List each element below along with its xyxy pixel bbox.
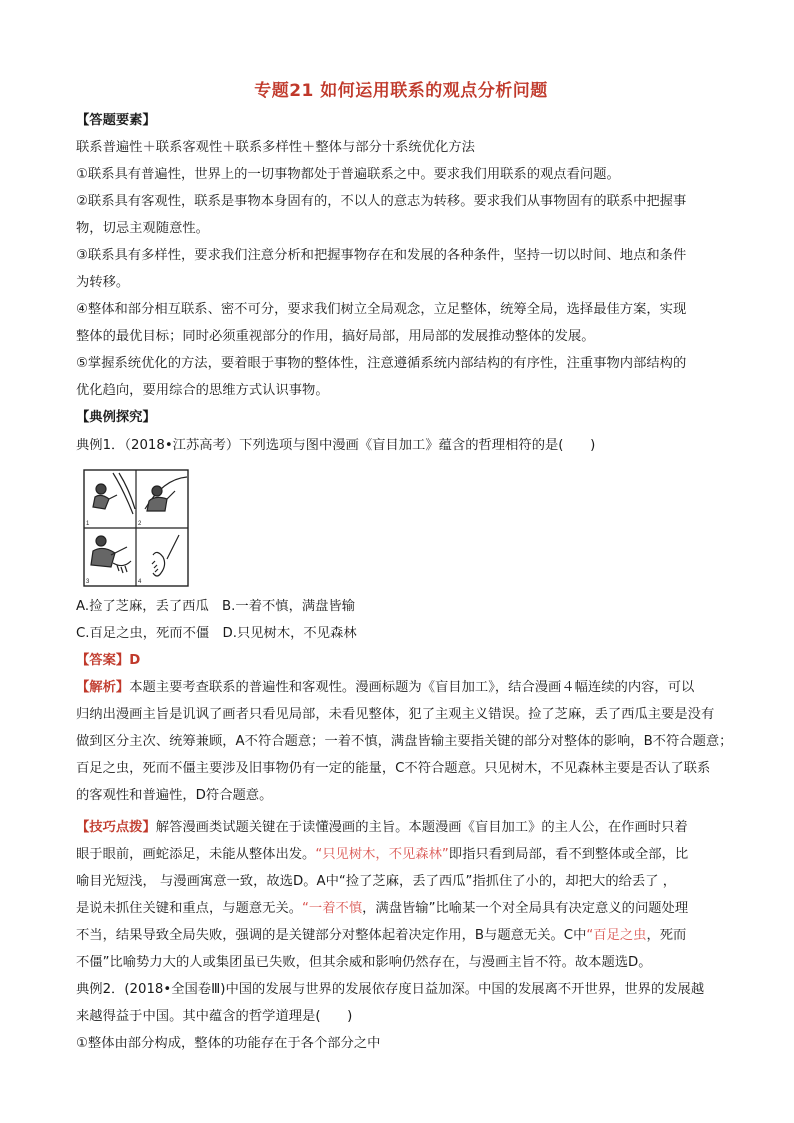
analysis-text: 本题主要考查联系的普遍性和客观性。漫画标题为《盲目加工》，结合漫画４幅连续的内容，可以 xyxy=(129,680,695,695)
tips-text: ，满盘皆输”比喻某一个对全局具有决定意义的问题处理 xyxy=(362,901,689,916)
tips-text: ，死而 xyxy=(646,928,687,943)
point-4-line-2: 整体的最优目标；同时必须重视部分的作用，搞好局部，用局部的发展推动整体的发展。 xyxy=(76,329,595,344)
point-3-line-2: 为转移。 xyxy=(76,275,130,290)
tips-line-6: 不僵”比喻势力大的人或集团虽已失败，但其余威和影响仍然存在，与漫画主旨不符。故本题选D。 xyxy=(76,955,652,970)
point-2-line-2: 物，切忌主观随意性。 xyxy=(76,221,209,236)
point-2-line-1: ②联系具有客观性，联系是事物本身固有的，不以人的意志为转移。要求我们从事物固有的联系中把握事 xyxy=(76,194,687,209)
comic-panel-number: 3 xyxy=(86,579,90,585)
point-5-line-1: ⑤掌握系统优化的方法，要着眼于事物的整体性，注意遵循系统内部结构的有序性，注重事物内部结构的 xyxy=(76,356,687,371)
analysis-line-3: 做到区分主次、统筹兼顾，A不符合题意；一着不慎，满盘皆输主要指关键的部分对整体的影响，B不符合题意； xyxy=(76,734,733,749)
options-line-2: C.百足之虫，死而不僵 D.只见树木，不见森林 xyxy=(76,626,357,641)
page-title: 专题21 如何运用联系的观点分析问题 xyxy=(254,81,548,101)
tips-text: 是说未抓住关键和重点，与题意无关。 xyxy=(76,901,303,916)
tips-quote: “只见树木，不见森林” xyxy=(315,847,449,862)
options-line-1: A.捡了芝麻，丢了西瓜 B.一着不慎，满盘皆输 xyxy=(76,599,356,614)
tips-line-2 xyxy=(76,842,726,869)
point-1: ①联系具有普遍性，世界上的一切事物都处于普遍联系之中。要求我们用联系的观点看问题。 xyxy=(76,167,620,182)
tips-line-1 xyxy=(76,815,726,842)
point-5-line-2: 优化趋向，要用综合的思维方式认识事物。 xyxy=(76,383,329,398)
example-1-question: 典例1．（2018•江苏高考）下列选项与图中漫画《盲目加工》蕴含的哲理相符的是( ) xyxy=(76,438,596,453)
tips-text: 解答漫画类试题关键在于读懂漫画的主旨。本题漫画《盲目加工》的主人公，在作画时只着 xyxy=(155,820,688,835)
tips-text: 眼于眼前，画蛇添足，未能从整体出发。 xyxy=(76,847,316,862)
tips-label: 【技巧点拨】 xyxy=(76,820,156,835)
comic-panel-number: 2 xyxy=(138,521,142,527)
comic-image xyxy=(83,469,189,587)
summary-line: 联系普遍性＋联系客观性＋联系多样性＋整体与部分十系统优化方法 xyxy=(76,140,475,155)
comic-panel-number: 1 xyxy=(86,521,90,527)
tips-line-3: 喻目光短浅， 与漫画寓意一致，故选D。A中“捡了芝麻，丢了西瓜”指抓住了小的，却把大的给丢了 ， xyxy=(76,874,677,889)
example-2-line-2: 来越得益于中国。其中蕴含的哲学道理是( ) xyxy=(76,1009,353,1024)
example-2-option-1: ①整体由部分构成，整体的功能存在于各个部分之中 xyxy=(76,1036,381,1051)
tips-text: 即指只看到局部，看不到整体或全部，比 xyxy=(448,847,689,862)
tips-quote: “百足之虫 xyxy=(586,928,647,943)
answer-line xyxy=(76,648,726,675)
analysis-line-2: 归纳出漫画主旨是讥讽了画者只看见局部，未看见整体，犯了主观主义错误。捡了芝麻，丢了西瓜主要是没有 xyxy=(76,707,715,722)
section-heading-examples: 【典例探究】 xyxy=(76,410,156,425)
answer-label: 【答案】 xyxy=(76,653,130,668)
comic-panel-number: 4 xyxy=(138,579,142,585)
tips-quote: “一着不慎 xyxy=(302,901,363,916)
tips-line-5 xyxy=(76,923,726,950)
point-3-line-1: ③联系具有多样性，要求我们注意分析和把握事物存在和发展的各种条件，坚持一切以时间、地点和条件 xyxy=(76,248,687,263)
example-2-line-1: 典例2．(2018•全国卷Ⅲ)中国的发展与世界的发展依存度日益加深。中国的发展离不开世界，世界的发展越 xyxy=(76,982,705,997)
section-heading-elements: 【答题要素】 xyxy=(76,113,156,128)
point-4-line-1: ④整体和部分相互联系、密不可分，要求我们树立全局观念，立足整体，统筹全局，选择最佳方案，实现 xyxy=(76,302,687,317)
tips-line-4 xyxy=(76,896,726,923)
tips-text: 不当，结果导致全局失败，强调的是关键部分对整体起着决定作用，B与题意无关。C中 xyxy=(76,928,587,943)
answer-value: D xyxy=(129,653,141,668)
analysis-line-1 xyxy=(76,675,726,702)
analysis-line-4: 百足之虫，死而不僵主要涉及旧事物仍有一定的能量，C不符合题意。只见树木，不见森林主要是否认了联系 xyxy=(76,761,711,776)
analysis-line-5: 的客观性和普遍性，D符合题意。 xyxy=(76,788,273,803)
analysis-label: 【解析】 xyxy=(76,680,130,695)
